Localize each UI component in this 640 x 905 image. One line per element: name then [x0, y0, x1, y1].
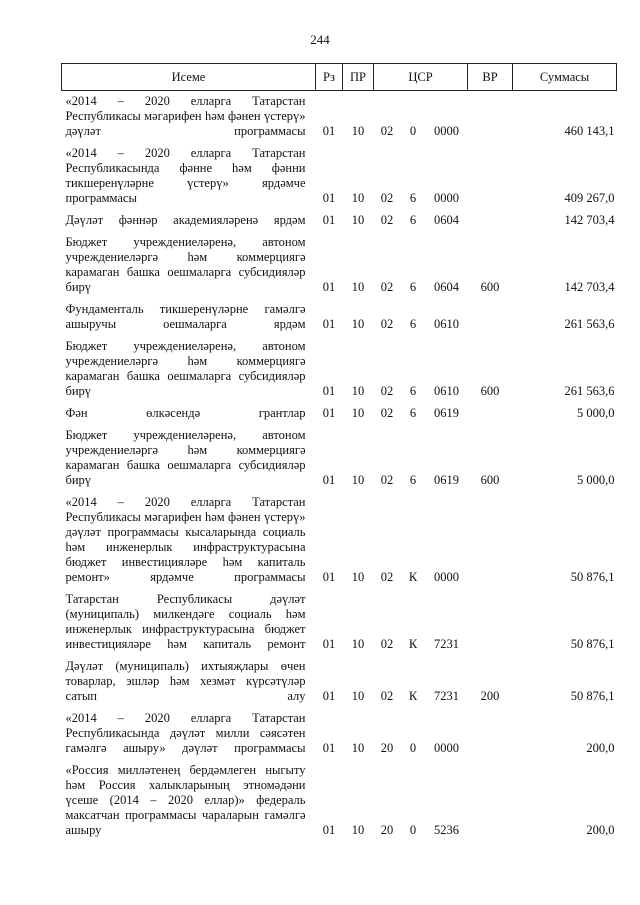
budget-table: [61, 63, 617, 842]
row-vr: 600: [480, 384, 500, 398]
row-vr: 600: [480, 473, 500, 487]
row-rz: 01: [322, 473, 336, 487]
row-vr: [468, 91, 513, 144]
row-csr-subprogram: 6: [409, 191, 417, 205]
row-vr: [468, 589, 513, 656]
row-csr-subprogram: 6: [409, 406, 417, 420]
row-name: [62, 210, 316, 232]
header-csr: ЦСР: [374, 64, 468, 91]
row-csr-subprogram: 0: [409, 741, 417, 755]
row-vr: 600: [480, 280, 500, 294]
row-csr-direction: 0000: [434, 741, 459, 755]
row-rz: 01: [322, 384, 336, 398]
row-vr: [468, 210, 513, 232]
row-name-text: «Россия милләтенең бердәмлеген ныгыту һәм Россия халыкларының этномәдәни үсеше (2014 – 2020 еллар)» федераль максатчан программасы чараларын гамәлгә ашыру: [65, 763, 306, 837]
row-name: [62, 232, 316, 299]
row-name: [62, 589, 316, 656]
row-name: [62, 760, 316, 842]
row-csr-direction: 0619: [434, 473, 459, 487]
table-row: [62, 210, 617, 232]
row-name-text: «2014 – 2020 елларга Татарстан Республикасында фәнне һәм фәнни тикшеренүләрне үстерү» ярдәмче программасы: [65, 146, 306, 205]
row-amount: 409 267,0: [564, 191, 615, 205]
row-csr-program: 02: [380, 317, 394, 331]
table-row: [62, 232, 617, 299]
row-name-text: Фундаменталь тикшеренүләрне гамәлгә ашыручы оешмаларга ярдәм: [65, 302, 306, 331]
row-pr: 10: [351, 570, 365, 584]
row-csr-direction: 0610: [434, 317, 459, 331]
row-rz: 01: [322, 637, 336, 651]
row-pr: 10: [351, 384, 365, 398]
table-body: [62, 91, 617, 843]
table-row: [62, 336, 617, 403]
row-name: [62, 143, 316, 210]
row-name-text: Дәүләт фәннәр академияләренә ярдәм: [65, 213, 306, 227]
row-rz: 01: [322, 124, 336, 138]
page-number: 244: [310, 32, 330, 47]
row-name-text: Фән өлкәсендә грантлар: [65, 406, 306, 420]
row-rz: 01: [322, 570, 336, 584]
row-vr: [468, 143, 513, 210]
row-amount: 200,0: [586, 741, 615, 755]
row-csr-subprogram: 6: [409, 317, 417, 331]
table-row: [62, 708, 617, 760]
header-rz: Рз: [316, 64, 343, 91]
row-pr: 10: [351, 213, 365, 227]
row-csr-program: 02: [380, 406, 394, 420]
row-name-text: Бюджет учреждениеләренә, автоном учреждениеләргә һәм коммерциягә карамаган башка оешмаларга субсидияләр бирү: [65, 339, 306, 398]
row-pr: 10: [351, 637, 365, 651]
row-name-text: «2014 – 2020 елларга Татарстан Республикасы мәгарифен һәм фәнен үстерү» дәүләт программасы кысаларында социаль һәм инженерлык инфраструктурасына бюджет инвестицияләре һәм капиталь ремонт» ярдәмче программасы: [65, 495, 306, 584]
row-pr: 10: [351, 689, 365, 703]
row-name-text: «2014 – 2020 елларга Татарстан Республикасы мәгарифен һәм фәнен үстерү» дәүләт программасы: [65, 94, 306, 138]
row-csr-subprogram: К: [408, 689, 418, 703]
row-vr: [468, 403, 513, 425]
row-vr: [468, 760, 513, 842]
row-amount: 50 876,1: [570, 689, 615, 703]
table-row: [62, 492, 617, 589]
row-csr-direction: 0610: [434, 384, 459, 398]
table-row: [62, 91, 617, 144]
header-vr: ВР: [468, 64, 513, 91]
table-row: [62, 425, 617, 492]
row-pr: 10: [351, 124, 365, 138]
row-amount: 50 876,1: [570, 570, 615, 584]
header-pr: ПР: [343, 64, 374, 91]
row-csr-subprogram: 0: [409, 124, 417, 138]
row-amount: 460 143,1: [564, 124, 615, 138]
row-rz: 01: [322, 406, 336, 420]
row-csr-program: 02: [380, 637, 394, 651]
row-csr-direction: 7231: [434, 637, 459, 651]
row-csr-program: 02: [380, 384, 394, 398]
row-amount: 261 563,6: [564, 317, 615, 331]
row-rz: 01: [322, 191, 336, 205]
row-rz: 01: [322, 280, 336, 294]
row-name-text: Дәүләт (муниципаль) ихтыяҗлары өчен товарлар, эшләр һәм хезмәт күрсәтүләр сатып алу: [65, 659, 306, 703]
row-vr: 200: [480, 689, 500, 703]
row-pr: 10: [351, 317, 365, 331]
row-name-text: Татарстан Республикасы дәүләт (муниципаль) милкендәге социаль һәм инженерлык инфраструктурасына бюджет инвестицияләре һәм капиталь ремонт: [65, 592, 306, 651]
row-amount: 142 703,4: [564, 280, 615, 294]
row-vr: [468, 492, 513, 589]
table-row: [62, 760, 617, 842]
row-csr-program: 02: [380, 570, 394, 584]
row-name-text: «2014 – 2020 елларга Татарстан Республикасында дәүләт милли сәясәтен гамәлгә ашыру» дәүләт программасы: [65, 711, 306, 755]
row-rz: 01: [322, 689, 336, 703]
row-rz: 01: [322, 317, 336, 331]
row-pr: 10: [351, 823, 365, 837]
row-amount: 5 000,0: [577, 406, 615, 420]
row-csr-subprogram: 6: [409, 280, 417, 294]
row-csr-program: 02: [380, 689, 394, 703]
row-vr: [468, 708, 513, 760]
row-name: [62, 425, 316, 492]
row-amount: 142 703,4: [564, 213, 615, 227]
row-rz: 01: [322, 741, 336, 755]
table-row: [62, 299, 617, 336]
row-csr-direction: 0619: [434, 406, 459, 420]
row-amount: 200,0: [586, 823, 615, 837]
row-name: [62, 656, 316, 708]
table-row: [62, 656, 617, 708]
row-csr-subprogram: К: [408, 570, 418, 584]
row-csr-program: 02: [380, 280, 394, 294]
row-name: [62, 403, 316, 425]
row-pr: 10: [351, 473, 365, 487]
row-csr-program: 20: [380, 741, 394, 755]
table-row: [62, 143, 617, 210]
row-csr-direction: 0604: [434, 280, 459, 294]
row-csr-direction: 0000: [434, 124, 459, 138]
row-pr: 10: [351, 280, 365, 294]
row-vr: [468, 299, 513, 336]
row-csr-subprogram: К: [408, 637, 418, 651]
row-csr-program: 02: [380, 473, 394, 487]
table-header: [62, 64, 617, 91]
row-amount: 50 876,1: [570, 637, 615, 651]
row-pr: 10: [351, 406, 365, 420]
row-csr-subprogram: 0: [409, 823, 417, 837]
row-csr-direction: 5236: [434, 823, 459, 837]
row-csr-direction: 0604: [434, 213, 459, 227]
row-name: [62, 708, 316, 760]
row-pr: 10: [351, 741, 365, 755]
row-name-text: Бюджет учреждениеләренә, автоном учреждениеләргә һәм коммерциягә карамаган башка оешмаларга субсидияләр бирү: [65, 428, 306, 487]
row-csr-program: 02: [380, 124, 394, 138]
row-csr-subprogram: 6: [409, 213, 417, 227]
row-name: [62, 91, 316, 144]
row-csr-direction: 0000: [434, 570, 459, 584]
table-row: [62, 403, 617, 425]
row-amount: 261 563,6: [564, 384, 615, 398]
row-rz: 01: [322, 213, 336, 227]
header-name: Исеме: [62, 64, 316, 91]
row-name: [62, 336, 316, 403]
row-pr: 10: [351, 191, 365, 205]
table-row: [62, 589, 617, 656]
row-name-text: Бюджет учреждениеләренә, автоном учреждениеләргә һәм коммерциягә карамаган башка оешмаларга субсидияләр бирү: [65, 235, 306, 294]
row-csr-direction: 7231: [434, 689, 459, 703]
row-csr-subprogram: 6: [409, 473, 417, 487]
header-amount: Суммасы: [513, 64, 617, 91]
row-csr-program: 02: [380, 213, 394, 227]
row-csr-subprogram: 6: [409, 384, 417, 398]
row-csr-direction: 0000: [434, 191, 459, 205]
row-amount: 5 000,0: [577, 473, 615, 487]
row-rz: 01: [322, 823, 336, 837]
row-name: [62, 492, 316, 589]
row-csr-program: 20: [380, 823, 394, 837]
row-name: [62, 299, 316, 336]
row-csr-program: 02: [380, 191, 394, 205]
